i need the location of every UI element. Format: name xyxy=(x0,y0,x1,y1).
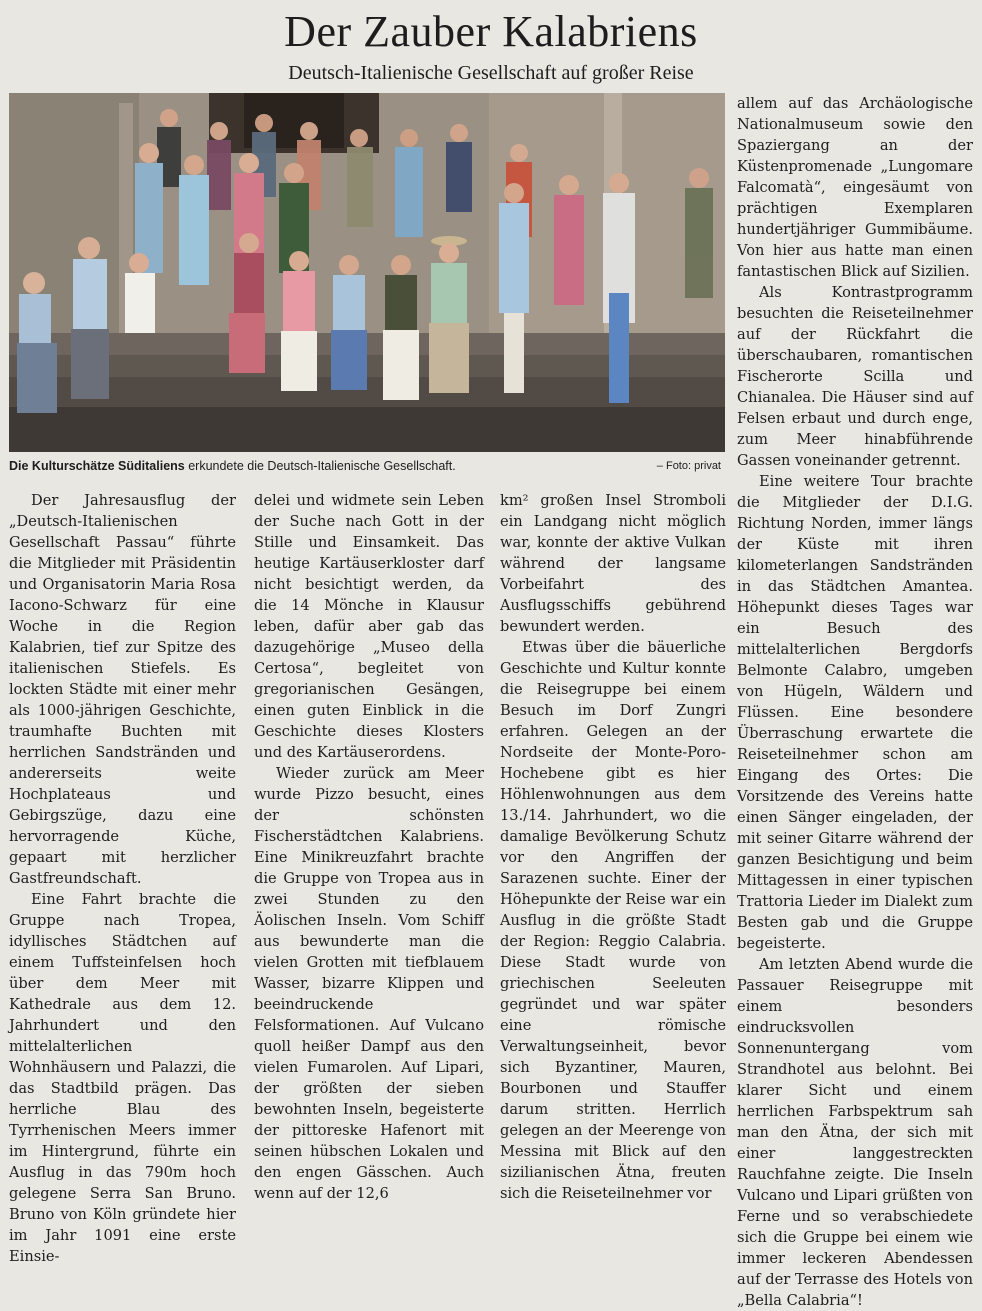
photo-caption xyxy=(9,457,725,475)
paragraph: Eine weitere Tour brachte die Mitglieder der D.I.G. Richtung Norden, immer längs der Küste mit ihren kilometerlangen Sandstränden in das Städtchen Amantea. Höhepunkt dieses Tages war ein Besuch des mittelalterlichen Bergdorfs Belmonte Calabro, umgeben von Hügeln, Wäldern und Flüssen. Eine besondere Überraschung erwartete die Reiseteilnehmer schon am Eingang des Ortes: Die Vorsitzende des Vereins hatte einen Sänger eingeladen, der mit seiner Gitarre während der ganzen Besichtigung und beim Mittagessen in einer typischen Trattoria Lieder im Dialekt zum Besten gab und die Gruppe begeisterte. xyxy=(737,473,973,952)
subheadline: Deutsch-Italienische Gesellschaft auf großer Reise xyxy=(288,62,694,84)
paragraph: Am letzten Abend wurde die Passauer Reisegruppe mit einem besonders eindrucksvollen Sonnenuntergang vom Strandhotel aus belohnt. Bei klarer Sicht und einem herrlichen Farbspektrum sah man den Ätna, der sich mit einer langgestreckten Rauchfahne zeigte. Die Inseln Vulcano und Lipari grüßten von Ferne und so verabschiedete sich die Gruppe bei einem wie immer leckeren Abendessen auf der Terrasse des Hotels von „Bella Calabria“! xyxy=(737,956,973,1309)
article-column-1 xyxy=(9,490,236,1267)
photo-credit: – Foto: privat xyxy=(656,460,721,472)
paragraph: Als Kontrastprogramm besuchten die Reiseteilnehmer auf der Rückfahrt die überschaubaren, romantischen Fischerorte Scilla und Chianalea. Die Häuser sind auf Felsen erbaut und durch enge, zum Meer hinabführende Gassen voneinander getrennt. xyxy=(737,284,973,469)
paragraph: Der Jahresausflug der „Deutsch-Italienischen Gesellschaft Passau“ führte die Mitglieder mit Präsidentin und Organisatorin Maria Rosa Iacono-Schwarz für eine Woche in die Region Kalabrien, tief zur Spitze des italienischen Stiefels. Es lockten Städte mit einer mehr als 1000-jährigen Geschichte, traumhafte Buchten mit herrlichen Sandstränden und andererseits weite Hochplateaus und Gebirgszüge, dazu eine hervorragende Küche, gepaart mit herzlicher Gastfreundschaft. xyxy=(9,492,236,887)
group-photo xyxy=(9,93,725,452)
paragraph: Wieder zurück am Meer wurde Pizzo besucht, eines der schönsten Fischerstädtchen Kalabriens. Eine Minikreuzfahrt brachte die Gruppe von Tropea aus in zwei Stunden zu den Äolischen Inseln. Vom Schiff aus bewunderte man die vielen Grotten mit tiefblauem Wasser, bizarre Klippen und beeindruckende Felsformationen. Auf Vulcano quoll heißer Dampf aus den vielen Fumarolen. Auf Lipari, der größten der sieben bewohnten Inseln, begeisterte der pittoreske Hafenort mit seinen hübschen Lokalen und den engen Gässchen. Auch wenn auf der 12,6 xyxy=(254,765,484,1202)
caption-lead: Die Kulturschätze Süditaliens xyxy=(9,459,185,473)
paragraph: allem auf das Archäologische Nationalmuseum sowie den Spaziergang an der Küstenpromenade „Lungomare Falcomatà“, eingesäumt von prächtigen Exemplaren hundertjähriger Gummibäume. Von hier aus hatte man einen fantastischen Blick auf Sizilien. xyxy=(737,95,973,280)
headline: Der Zauber Kalabriens xyxy=(284,7,698,56)
article-column-3 xyxy=(500,490,726,1204)
paragraph: Eine Fahrt brachte die Gruppe nach Tropea, idyllisches Städtchen auf einem Tuffsteinfelsen hoch über dem Meer mit Kathedrale aus dem 12. Jahrhundert und den mittelalterlichen Wohnhäusern und Palazzi, die das Stadtbild prägen. Das herrliche Blau des Tyrrhenischen Meers immer im Hintergrund, führte ein Ausflug in das 790m hoch gelegene Serra San Bruno. Bruno von Köln gründete hier im Jahr 1091 eine erste Einsie- xyxy=(9,891,236,1265)
article-column-4 xyxy=(737,93,973,1311)
caption-text: erkundete die Deutsch-Italienische Gesellschaft. xyxy=(184,459,456,473)
paragraph: Etwas über die bäuerliche Geschichte und Kultur konnte die Reisegruppe bei einem Besuch im Dorf Zungri erfahren. Gelegen an der Nordseite der Monte-Poro-Hochebene gibt es hier Höhlenwohnungen aus dem 13./14. Jahrhundert, wo die damalige Bevölkerung Schutz vor den Angriffen der Sarazenen suchte. Einer der Höhepunkte der Reise war ein Ausflug in die größte Stadt der Region: Reggio Calabria. Diese Stadt wurde von griechischen Seeleuten gegründet und war später eine römische Verwaltungseinheit, bevor sich Byzantiner, Mauren, Bourbonen und Stauffer darum stritten. Herrlich gelegen an der Meerenge von Messina mit Blick auf den sizilianischen Ätna, freuten sich die Reiseteilnehmer vor xyxy=(500,639,726,1202)
group-photo-illustration xyxy=(9,93,725,452)
paragraph: delei und widmete sein Leben der Suche nach Gott in der Stille und Einsamkeit. Das heutige Kartäuserkloster darf nicht besichtigt werden, da die 14 Mönche in Klausur leben, dafür aber gab das dazugehörige „Museo della Certosa“, begleitet von gregorianischen Gesängen, einen guten Einblick in die Geschichte dieses Klosters und des Kartäuserordens. xyxy=(254,492,484,761)
article-column-2 xyxy=(254,490,484,1204)
paragraph: km² großen Insel Stromboli ein Landgang nicht möglich war, konnte der aktive Vulkan während der langsame Vorbeifahrt des Ausflugsschiffs gebührend bewundert werden. xyxy=(500,492,726,635)
